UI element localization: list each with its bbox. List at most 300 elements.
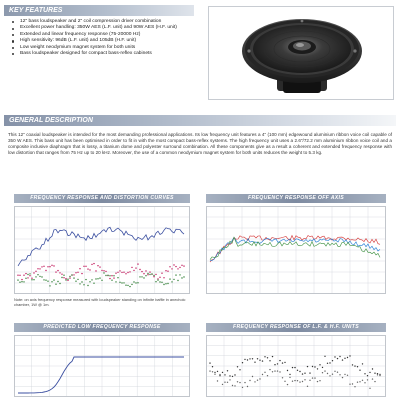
distortion-point-h3 bbox=[73, 277, 74, 278]
hf-unit-point bbox=[294, 380, 295, 381]
distortion-point-h2 bbox=[47, 266, 48, 267]
lf-unit-point bbox=[209, 362, 210, 363]
distortion-point-h3 bbox=[47, 281, 48, 282]
distortion-point-h3 bbox=[143, 277, 144, 278]
lf-unit-point bbox=[374, 373, 375, 374]
distortion-point-h3 bbox=[135, 282, 136, 283]
distortion-point-h2 bbox=[89, 269, 90, 270]
hf-unit-point bbox=[234, 385, 235, 386]
lf-unit-point bbox=[362, 363, 363, 364]
hf-unit-point bbox=[227, 382, 228, 383]
distortion-point-h2 bbox=[57, 270, 58, 271]
distortion-point-h3 bbox=[175, 274, 176, 275]
distortion-point-h2 bbox=[179, 267, 180, 268]
lf-unit-point bbox=[314, 366, 315, 367]
distortion-point-h2 bbox=[175, 266, 176, 267]
distortion-point-h3 bbox=[65, 279, 66, 280]
distortion-point-h2 bbox=[17, 275, 18, 276]
distortion-point-h2 bbox=[131, 267, 132, 268]
hf-unit-point bbox=[337, 372, 338, 373]
distortion-point-h3 bbox=[155, 281, 156, 282]
hf-unit-point bbox=[299, 381, 300, 382]
hf-unit-point bbox=[269, 369, 270, 370]
hf-unit-point bbox=[352, 383, 353, 384]
lf-unit-point bbox=[284, 362, 285, 363]
distortion-point-h3 bbox=[29, 273, 30, 274]
distortion-point-h3 bbox=[55, 284, 56, 285]
hf-unit-point bbox=[279, 371, 280, 372]
hf-unit-point bbox=[349, 384, 350, 385]
distortion-point-h2 bbox=[157, 278, 158, 279]
distortion-point-h3 bbox=[51, 281, 52, 282]
distortion-point-h3 bbox=[111, 280, 112, 281]
key-features-title: KEY FEATURES bbox=[9, 7, 63, 14]
distortion-point-h3 bbox=[125, 285, 126, 286]
distortion-point-h3 bbox=[107, 275, 108, 276]
hf-unit-point bbox=[342, 377, 343, 378]
distortion-point-h2 bbox=[43, 266, 44, 267]
distortion-point-h3 bbox=[165, 283, 166, 284]
distortion-point-h3 bbox=[81, 281, 82, 282]
distortion-point-h2 bbox=[101, 270, 102, 271]
distortion-point-h3 bbox=[67, 279, 68, 280]
hf-unit-point bbox=[212, 371, 213, 372]
hf-unit-point bbox=[242, 387, 243, 388]
hf-unit-point bbox=[304, 379, 305, 380]
lf-unit-point bbox=[292, 367, 293, 368]
lf-unit-point bbox=[322, 367, 323, 368]
hf-unit-point bbox=[334, 371, 335, 372]
lf-unit-point bbox=[354, 365, 355, 366]
distortion-point-h2 bbox=[167, 271, 168, 272]
hf-unit-point bbox=[239, 382, 240, 383]
lf-unit-point bbox=[274, 364, 275, 365]
hf-unit-point bbox=[302, 381, 303, 382]
lf-unit-point bbox=[369, 372, 370, 373]
hf-unit-point bbox=[314, 377, 315, 378]
distortion-point-h3 bbox=[157, 279, 158, 280]
lf-unit-point bbox=[237, 366, 238, 367]
distortion-point-h3 bbox=[167, 283, 168, 284]
lf-unit-point bbox=[352, 364, 353, 365]
lf-unit-point bbox=[339, 356, 340, 357]
distortion-point-h2 bbox=[121, 272, 122, 273]
distortion-point-h3 bbox=[151, 273, 152, 274]
chart-title-lf-hf-units: FREQUENCY RESPONSE OF L.F. & H.F. UNITS bbox=[206, 323, 386, 332]
chart-title-frequency-response-distortion: FREQUENCY RESPONSE AND DISTORTION CURVES bbox=[14, 194, 190, 203]
lf-unit-point bbox=[337, 358, 338, 359]
distortion-point-h2 bbox=[83, 266, 84, 267]
distortion-point-h3 bbox=[179, 274, 180, 275]
feature-item: Excellent power handling: 350W AES (L.F. unit) and 90W AES (H.F. unit) bbox=[6, 25, 190, 31]
hf-unit-point bbox=[322, 372, 323, 373]
general-description-title-bar bbox=[4, 115, 396, 126]
lf-unit-point bbox=[379, 374, 380, 375]
distortion-point-h2 bbox=[93, 263, 94, 264]
hf-unit-point bbox=[209, 370, 210, 371]
lf-unit-point bbox=[367, 375, 368, 376]
lf-unit-point bbox=[279, 360, 280, 361]
hf-unit-point bbox=[247, 386, 248, 387]
lf-hf-units-plot bbox=[206, 335, 386, 397]
lf-unit-point bbox=[342, 359, 343, 360]
distortion-point-h3 bbox=[171, 281, 172, 282]
distortion-point-h2 bbox=[125, 273, 126, 274]
hf-unit-point bbox=[364, 382, 365, 383]
distortion-point-h3 bbox=[119, 282, 120, 283]
distortion-point-h2 bbox=[59, 272, 60, 273]
distortion-point-h2 bbox=[133, 270, 134, 271]
distortion-point-h3 bbox=[71, 274, 72, 275]
distortion-point-h3 bbox=[39, 276, 40, 277]
lf-unit-point bbox=[259, 360, 260, 361]
lf-unit-point bbox=[229, 375, 230, 376]
distortion-point-h2 bbox=[75, 272, 76, 273]
hf-unit-point bbox=[347, 375, 348, 376]
lf-unit-point bbox=[329, 362, 330, 363]
distortion-point-h2 bbox=[29, 275, 30, 276]
distortion-point-h3 bbox=[41, 276, 42, 277]
distortion-point-h2 bbox=[163, 277, 164, 278]
distortion-point-h2 bbox=[115, 273, 116, 274]
hf-unit-point bbox=[312, 377, 313, 378]
distortion-point-h3 bbox=[121, 282, 122, 283]
product-photo bbox=[208, 6, 394, 100]
hf-unit-point bbox=[297, 380, 298, 381]
distortion-point-h2 bbox=[119, 270, 120, 271]
distortion-point-h3 bbox=[93, 283, 94, 284]
hf-unit-point bbox=[254, 381, 255, 382]
distortion-point-h2 bbox=[91, 264, 92, 265]
hf-unit-point bbox=[362, 380, 363, 381]
hf-unit-point bbox=[224, 382, 225, 383]
hf-unit-point bbox=[229, 379, 230, 380]
lf-unit-point bbox=[304, 373, 305, 374]
lf-unit-point bbox=[212, 366, 213, 367]
hf-unit-point bbox=[237, 381, 238, 382]
distortion-point-h3 bbox=[101, 280, 102, 281]
distortion-point-h2 bbox=[159, 277, 160, 278]
distortion-point-h2 bbox=[99, 266, 100, 267]
hf-unit-point bbox=[329, 375, 330, 376]
distortion-point-h2 bbox=[37, 268, 38, 269]
distortion-point-h2 bbox=[25, 273, 26, 274]
lf-unit-point bbox=[332, 360, 333, 361]
distortion-point-h3 bbox=[87, 285, 88, 286]
distortion-point-h2 bbox=[127, 272, 128, 273]
distortion-point-h2 bbox=[77, 272, 78, 273]
distortion-point-h2 bbox=[51, 265, 52, 266]
distortion-point-h3 bbox=[53, 279, 54, 280]
hf-unit-point bbox=[357, 382, 358, 383]
distortion-point-h3 bbox=[77, 279, 78, 280]
distortion-point-h3 bbox=[113, 275, 114, 276]
hf-unit-point bbox=[367, 379, 368, 380]
lf-unit-point bbox=[312, 366, 313, 367]
distortion-point-h3 bbox=[31, 279, 32, 280]
distortion-point-h3 bbox=[49, 285, 50, 286]
distortion-point-h2 bbox=[169, 266, 170, 267]
lf-unit-point bbox=[222, 372, 223, 373]
distortion-point-h2 bbox=[39, 268, 40, 269]
key-features-list bbox=[6, 19, 190, 57]
lf-unit-point bbox=[357, 366, 358, 367]
distortion-point-h3 bbox=[63, 275, 64, 276]
lf-unit-point bbox=[349, 355, 350, 356]
distortion-point-h2 bbox=[135, 267, 136, 268]
distortion-point-h3 bbox=[61, 277, 62, 278]
distortion-point-h3 bbox=[45, 280, 46, 281]
hf-unit-point bbox=[217, 380, 218, 381]
lf-unit-point bbox=[224, 374, 225, 375]
distortion-point-h3 bbox=[103, 272, 104, 273]
lf-unit-point bbox=[297, 370, 298, 371]
lf-unit-point bbox=[217, 371, 218, 372]
lf-unit-point bbox=[364, 373, 365, 374]
distortion-point-h2 bbox=[109, 278, 110, 279]
distortion-point-h2 bbox=[123, 272, 124, 273]
hf-unit-point bbox=[372, 378, 373, 379]
lf-unit-point bbox=[327, 363, 328, 364]
distortion-point-h2 bbox=[87, 268, 88, 269]
lf-unit-point bbox=[307, 366, 308, 367]
hf-unit-point bbox=[339, 374, 340, 375]
distortion-point-h3 bbox=[127, 285, 128, 286]
distortion-point-h3 bbox=[23, 281, 24, 282]
hf-unit-point bbox=[287, 384, 288, 385]
distortion-point-h2 bbox=[183, 265, 184, 266]
distortion-point-h2 bbox=[173, 264, 174, 265]
distortion-point-h2 bbox=[53, 265, 54, 266]
distortion-point-h2 bbox=[33, 272, 34, 273]
distortion-point-h3 bbox=[183, 276, 184, 277]
lf-unit-point bbox=[264, 356, 265, 357]
lf-unit-point bbox=[247, 359, 248, 360]
distortion-point-h2 bbox=[41, 266, 42, 267]
lf-unit-point bbox=[272, 356, 273, 357]
lf-unit-point bbox=[227, 370, 228, 371]
lf-unit-point bbox=[267, 357, 268, 358]
distortion-point-h3 bbox=[123, 282, 124, 283]
hf-unit-point bbox=[214, 374, 215, 375]
distortion-point-h3 bbox=[131, 284, 132, 285]
hf-unit-point bbox=[259, 378, 260, 379]
hf-unit-point bbox=[249, 380, 250, 381]
distortion-point-h2 bbox=[79, 268, 80, 269]
hf-unit-point bbox=[324, 370, 325, 371]
distortion-point-h3 bbox=[159, 281, 160, 282]
distortion-point-h3 bbox=[57, 281, 58, 282]
feature-item: 12" bass loudspeaker and 2" coil compression driver combination bbox=[6, 19, 190, 25]
distortion-point-h3 bbox=[181, 277, 182, 278]
hf-unit-point bbox=[369, 388, 370, 389]
lf-unit-point bbox=[262, 360, 263, 361]
distortion-point-h2 bbox=[67, 280, 68, 281]
distortion-point-h2 bbox=[139, 269, 140, 270]
coaxial-speaker-icon bbox=[209, 7, 393, 99]
lf-unit-point bbox=[377, 373, 378, 374]
hf-unit-point bbox=[244, 382, 245, 383]
distortion-point-h2 bbox=[165, 270, 166, 271]
distortion-point-h2 bbox=[65, 278, 66, 279]
chart-title-frequency-response-off-axis: FREQUENCY RESPONSE OFF AXIS bbox=[206, 194, 386, 203]
distortion-point-h3 bbox=[99, 277, 100, 278]
distortion-point-h3 bbox=[95, 278, 96, 279]
distortion-point-h3 bbox=[91, 279, 92, 280]
lf-unit-point bbox=[244, 359, 245, 360]
hf-unit-point bbox=[332, 374, 333, 375]
hf-unit-point bbox=[309, 380, 310, 381]
lf-unit-point bbox=[319, 364, 320, 365]
distortion-point-h3 bbox=[27, 274, 28, 275]
distortion-point-h3 bbox=[149, 274, 150, 275]
distortion-point-h3 bbox=[173, 279, 174, 280]
measurement-note: Note: on axis frequency response measured with loudspeaker standing on infinite baffle in anechoic chamber, 1W @ 1m. bbox=[14, 297, 186, 307]
lf-unit-point bbox=[214, 372, 215, 373]
distortion-point-h3 bbox=[43, 279, 44, 280]
distortion-point-h2 bbox=[31, 278, 32, 279]
distortion-point-h3 bbox=[129, 286, 130, 287]
distortion-point-h2 bbox=[27, 277, 28, 278]
distortion-point-h3 bbox=[35, 276, 36, 277]
distortion-point-h3 bbox=[89, 281, 90, 282]
distortion-point-h3 bbox=[83, 284, 84, 285]
hf-unit-point bbox=[374, 381, 375, 382]
lf-unit-point bbox=[249, 358, 250, 359]
distortion-point-h2 bbox=[177, 268, 178, 269]
distortion-point-h2 bbox=[143, 273, 144, 274]
lf-unit-point bbox=[269, 360, 270, 361]
lf-unit-point bbox=[344, 358, 345, 359]
distortion-point-h2 bbox=[155, 274, 156, 275]
distortion-point-h2 bbox=[61, 274, 62, 275]
distortion-point-h2 bbox=[153, 276, 154, 277]
distortion-point-h2 bbox=[97, 265, 98, 266]
distortion-point-h2 bbox=[63, 277, 64, 278]
distortion-point-h3 bbox=[133, 281, 134, 282]
feature-item: High sensitivity: 96dB (L.F. unit) and 105dB (H.F. unit) bbox=[6, 38, 190, 44]
lf-unit-point bbox=[302, 373, 303, 374]
feature-item: Low weight neodymium magnet system for both units bbox=[6, 45, 190, 51]
lf-unit-point bbox=[232, 376, 233, 377]
distortion-point-h2 bbox=[35, 271, 36, 272]
distortion-point-h2 bbox=[147, 274, 148, 275]
hf-unit-point bbox=[292, 381, 293, 382]
lf-unit-point bbox=[324, 356, 325, 357]
lf-unit-point bbox=[239, 369, 240, 370]
hf-unit-point bbox=[222, 384, 223, 385]
distortion-point-h2 bbox=[81, 273, 82, 274]
hf-unit-point bbox=[377, 374, 378, 375]
distortion-point-h2 bbox=[105, 271, 106, 272]
lf-unit-point bbox=[252, 358, 253, 359]
hf-unit-point bbox=[262, 374, 263, 375]
distortion-point-h3 bbox=[19, 282, 20, 283]
hf-unit-point bbox=[252, 376, 253, 377]
predicted-low-frequency-plot bbox=[14, 335, 190, 397]
distortion-point-h2 bbox=[95, 270, 96, 271]
distortion-point-h3 bbox=[33, 279, 34, 280]
hf-unit-point bbox=[317, 381, 318, 382]
distortion-point-h3 bbox=[163, 284, 164, 285]
distortion-point-h2 bbox=[145, 270, 146, 271]
general-description-text: This 12" coaxial loudspeaker is intended for the most demanding professional applications. Its low frequency unit features a 4" (100 mm) edgewound aluminium ribbon voice coil capable of 350 W AES. This bass unit has been optimised in order to fit in with the most compact bass-reflex systems. The high frequency unit uses a 2.6"/72.2 mm aluminium ribbon voice coil and a composite inclusive diaphragm that is lossy, a titanium dome and polyester surround combination. All these components give as a result a coherent and extended frequency response with low distortion that ranges from 75 Hz up to 20 kHz. Moreover, the use of a common neodymium magnet system for both units reduces the weight to 5.3 kg. bbox=[8, 132, 392, 156]
lf-unit-point bbox=[372, 368, 373, 369]
distortion-point-h2 bbox=[161, 273, 162, 274]
distortion-point-h2 bbox=[85, 266, 86, 267]
lf-unit-point bbox=[294, 367, 295, 368]
lf-unit-point bbox=[299, 371, 300, 372]
hf-unit-point bbox=[267, 375, 268, 376]
distortion-point-h2 bbox=[171, 268, 172, 269]
hf-unit-point bbox=[274, 370, 275, 371]
lf-unit-point bbox=[317, 368, 318, 369]
distortion-point-h3 bbox=[161, 282, 162, 283]
feature-item: Bass loudspeaker designed for compact bass-reflex cabinets bbox=[6, 51, 190, 57]
hf-unit-point bbox=[282, 377, 283, 378]
distortion-point-h2 bbox=[69, 277, 70, 278]
distortion-point-h2 bbox=[55, 271, 56, 272]
distortion-point-h3 bbox=[147, 273, 148, 274]
lf-unit-point bbox=[309, 372, 310, 373]
lf-unit-point bbox=[234, 374, 235, 375]
lf-unit-point bbox=[257, 358, 258, 359]
hf-unit-point bbox=[232, 385, 233, 386]
key-features-title-bar bbox=[4, 5, 194, 16]
hf-unit-point bbox=[264, 372, 265, 373]
distortion-point-h3 bbox=[145, 275, 146, 276]
hf-unit-point bbox=[344, 374, 345, 375]
distortion-point-h3 bbox=[115, 281, 116, 282]
distortion-point-h3 bbox=[85, 279, 86, 280]
distortion-point-h3 bbox=[69, 276, 70, 277]
distortion-point-h3 bbox=[21, 281, 22, 282]
hf-unit-point bbox=[277, 370, 278, 371]
distortion-point-h2 bbox=[21, 279, 22, 280]
distortion-point-h3 bbox=[25, 278, 26, 279]
lf-unit-point bbox=[289, 374, 290, 375]
hf-unit-point bbox=[307, 386, 308, 387]
hf-unit-point bbox=[359, 381, 360, 382]
distortion-point-h2 bbox=[103, 270, 104, 271]
lf-unit-point bbox=[254, 362, 255, 363]
distortion-point-h3 bbox=[139, 276, 140, 277]
distortion-point-h2 bbox=[129, 271, 130, 272]
hf-unit-point bbox=[219, 374, 220, 375]
hf-unit-point bbox=[319, 380, 320, 381]
distortion-point-h3 bbox=[169, 278, 170, 279]
distortion-point-h3 bbox=[105, 275, 106, 276]
frequency-response-distortion-plot bbox=[14, 206, 190, 294]
distortion-point-h3 bbox=[117, 277, 118, 278]
distortion-point-h3 bbox=[17, 279, 18, 280]
distortion-point-h2 bbox=[141, 271, 142, 272]
hf-unit-point bbox=[379, 375, 380, 376]
chart-title-predicted-low-frequency: PREDICTED LOW FREQUENCY RESPONSE bbox=[14, 323, 190, 332]
hf-unit-point bbox=[257, 380, 258, 381]
distortion-point-h3 bbox=[177, 280, 178, 281]
lf-unit-point bbox=[287, 370, 288, 371]
distortion-point-h2 bbox=[181, 265, 182, 266]
lf-unit-point bbox=[277, 363, 278, 364]
distortion-point-h3 bbox=[137, 282, 138, 283]
distortion-point-h3 bbox=[153, 275, 154, 276]
distortion-point-h2 bbox=[149, 271, 150, 272]
distortion-point-h2 bbox=[117, 272, 118, 273]
general-description-title: GENERAL DESCRIPTION bbox=[9, 117, 93, 124]
lf-unit-point bbox=[334, 356, 335, 357]
distortion-point-h3 bbox=[109, 275, 110, 276]
